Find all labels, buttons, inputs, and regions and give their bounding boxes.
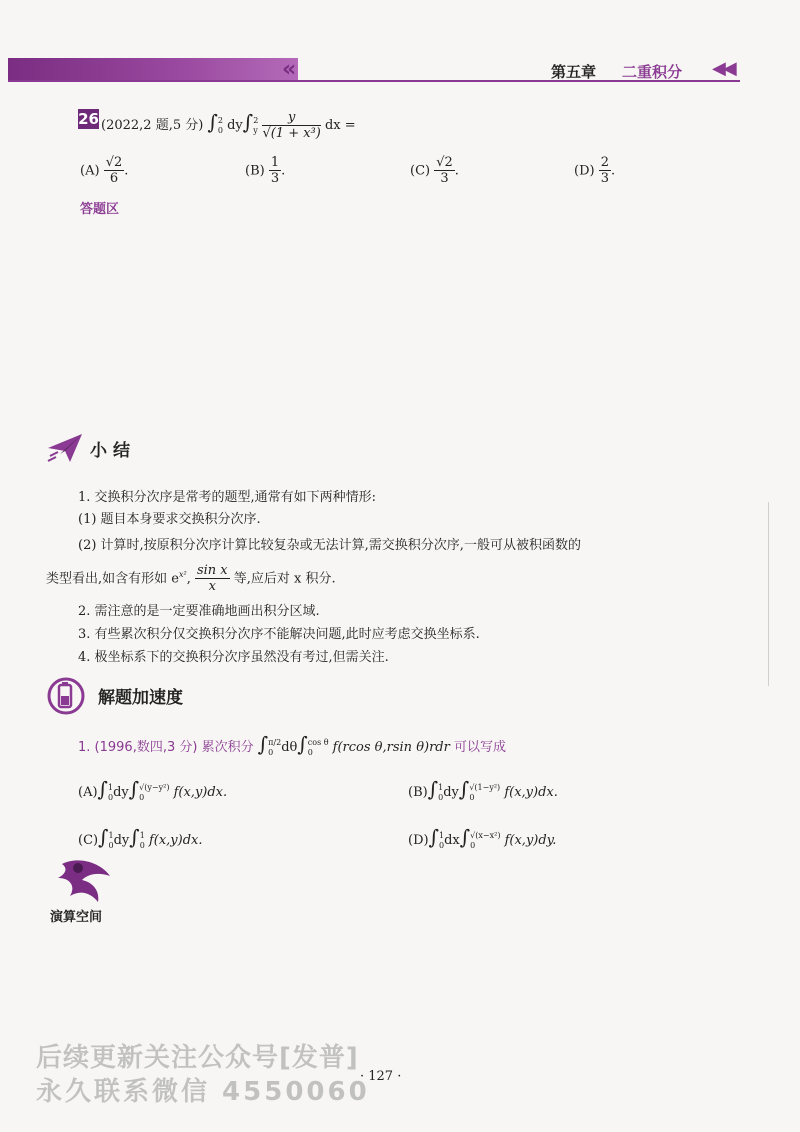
page-number: · 127 · [360, 1069, 402, 1084]
integral-sign: ∫ [458, 777, 470, 801]
upper-limit: 1 [439, 830, 445, 840]
integral-sign: ∫ [98, 825, 109, 849]
outer-differential: dy [113, 785, 129, 800]
inner-upper-limit: cos θ [307, 737, 329, 747]
chapter-label: 第五章 [551, 63, 597, 81]
speedup-option-d [408, 825, 556, 851]
option-fraction [269, 156, 281, 186]
option-a: (A) $\frac{√2}{6}$ . [80, 155, 129, 186]
outer-differential: dy [227, 118, 243, 133]
option-body: f(x,y)dx. [504, 785, 558, 800]
integral-sign: ∫ [128, 777, 140, 801]
outer-lower-limit: 0 [217, 125, 223, 135]
option-body: f(x,y)dx. [173, 785, 228, 800]
option-label: (B) [245, 163, 265, 179]
inner-lower-limit: 0 [469, 792, 475, 802]
problem-tail: dx = [324, 118, 356, 133]
option-body: f(x,y)dy. [504, 833, 557, 848]
exponent: x² [178, 570, 187, 580]
watermark-line-2: 永久联系微信 4550060 [36, 1077, 370, 1107]
option-b: (B) $\frac{1}{3}$ . [245, 155, 286, 186]
integral-sign: ∫ [257, 732, 269, 756]
integral-sign: ∫ [459, 825, 471, 849]
option-fraction [434, 156, 455, 186]
summary-line-6: 3. 有些累次积分仅交换积分次序不能解决问题,此时应考虑交换坐标系. [78, 627, 480, 642]
summary-title: 小结 [90, 441, 136, 461]
integral-sign: ∫ [207, 110, 218, 134]
option-body: f(x,y)dx. [148, 833, 203, 848]
problem-number: 26 [78, 110, 99, 128]
fraction-numerator: 2 [600, 155, 609, 170]
option-label: (A) [78, 785, 98, 800]
battery-speed-icon [46, 677, 88, 719]
chapter-topic: 二重积分 [622, 63, 683, 81]
fraction-denominator: x [208, 579, 216, 594]
lower-limit: 0 [108, 840, 114, 850]
option-label: (B) [408, 785, 428, 800]
problem-1-prefix: 1. (1996,数四,3 分) 累次积分 [78, 740, 254, 755]
integrand: f(rcos θ,rsin θ)rdr [332, 740, 450, 755]
lower-limit: 0 [439, 840, 445, 850]
integral-sign: ∫ [427, 777, 439, 801]
fraction-denominator: 3 [600, 171, 609, 186]
problem-26-statement [101, 110, 356, 141]
lower-limit: 0 [268, 747, 274, 757]
integral-sign: ∫ [129, 825, 140, 849]
answer-area-label: 答题区 [80, 202, 120, 217]
summary-line-4-text: 类型看出,如含有形如 e [46, 571, 179, 587]
problem-26-formula [207, 109, 356, 141]
fraction-numerator: √2 [105, 155, 123, 170]
option-label: (C) [410, 163, 431, 179]
scratch-space-logo-icon [48, 856, 118, 912]
option-fraction [599, 156, 611, 186]
option-label: (C) [78, 833, 99, 848]
upper-limit: π/2 [268, 737, 282, 747]
speedup-problem-1 [78, 732, 506, 758]
option-c: (C) $\frac{√2}{3}$ . [410, 155, 459, 186]
summary-line-3: (2) 计算时,按原积分次序计算比较复杂或无法计算,需交换积分次序,一般可从被积函数的 [78, 538, 581, 553]
watermark-line-1: 后续更新关注公众号[发普] [36, 1043, 359, 1073]
summary-line-5: 2. 需注意的是一定要准确地画出积分区域. [78, 604, 320, 619]
chevron-left-icon: « [282, 57, 291, 82]
option-label: (D) [574, 163, 595, 179]
double-arrow-left-icon: ◀◀ [712, 58, 734, 79]
summary-line-4-tail: 等,应后对 x 积分. [233, 571, 336, 587]
logo-text: 演算空间 [50, 910, 103, 925]
upper-limit: 1 [107, 782, 114, 792]
inner-upper-limit: 2 [253, 115, 259, 125]
inner-lower-limit: 0 [470, 840, 476, 850]
inner-lower-limit: 0 [139, 840, 145, 850]
integral-sign: ∫ [97, 777, 108, 801]
lower-limit: 0 [438, 792, 444, 802]
summary-line-7: 4. 极坐标系下的交换积分次序虽然没有考过,但需关注. [78, 650, 389, 665]
outer-differential: dy [113, 833, 130, 848]
fraction-numerator: 1 [270, 155, 280, 170]
option-label: (D) [408, 833, 429, 848]
speedup-title: 解题加速度 [98, 688, 183, 708]
d-theta: dθ [281, 740, 298, 755]
fraction-numerator: sin x [196, 563, 228, 578]
inner-lower-limit: 0 [307, 747, 313, 757]
option-d: (D) $\frac{2}{3}$ . [574, 155, 616, 186]
integrand-denominator: √(1 + x³) [262, 125, 321, 141]
airplane-icon [46, 430, 84, 468]
speedup-option-b [408, 777, 558, 803]
header-band [8, 58, 298, 80]
integrand-numerator: y [262, 111, 320, 126]
inner-upper-limit: √(x−x²) [470, 830, 501, 840]
outer-upper-limit: 2 [217, 115, 223, 125]
sinx-over-x-fraction [195, 564, 230, 594]
integral-sign: ∫ [428, 825, 439, 849]
outer-differential: dy [443, 785, 459, 800]
inner-upper-limit: √(1−y²) [469, 782, 501, 792]
integral-sign: ∫ [242, 110, 254, 134]
inner-lower-limit: 0 [139, 792, 145, 802]
upper-limit: 1 [108, 830, 114, 840]
option-label: (A) [80, 163, 100, 179]
inner-lower-limit: y [253, 125, 258, 135]
speedup-option-a [78, 777, 227, 803]
inner-upper-limit: √(y−y²) [139, 782, 170, 792]
fraction-denominator: 3 [270, 171, 280, 186]
fraction-denominator: 3 [440, 171, 449, 186]
fraction-denominator: 6 [109, 171, 119, 186]
fraction-numerator: √2 [436, 155, 453, 170]
summary-line-1: 1. 交换积分次序是常考的题型,通常有如下两种情形: [78, 490, 377, 505]
integrand-fraction [262, 111, 320, 141]
lower-limit: 0 [107, 792, 114, 802]
integral-sign: ∫ [297, 732, 308, 756]
speedup-option-c [78, 825, 203, 851]
upper-limit: 1 [438, 782, 444, 792]
margin-rule [768, 502, 769, 686]
problem-source: (2022,2 题,5 分) [101, 118, 204, 133]
outer-differential: dx [444, 833, 460, 848]
inner-upper-limit: 1 [139, 830, 145, 840]
option-fraction [104, 156, 125, 186]
summary-line-4: 类型看出,如含有形如 $e^{x^2}$, $\frac{\text{sin x}}{x}$ 等,应后对 x 积分. [46, 563, 336, 594]
problem-1-suffix: 可以写成 [453, 740, 506, 755]
summary-line-2: (1) 题目本身要求交换积分次序. [78, 512, 261, 527]
